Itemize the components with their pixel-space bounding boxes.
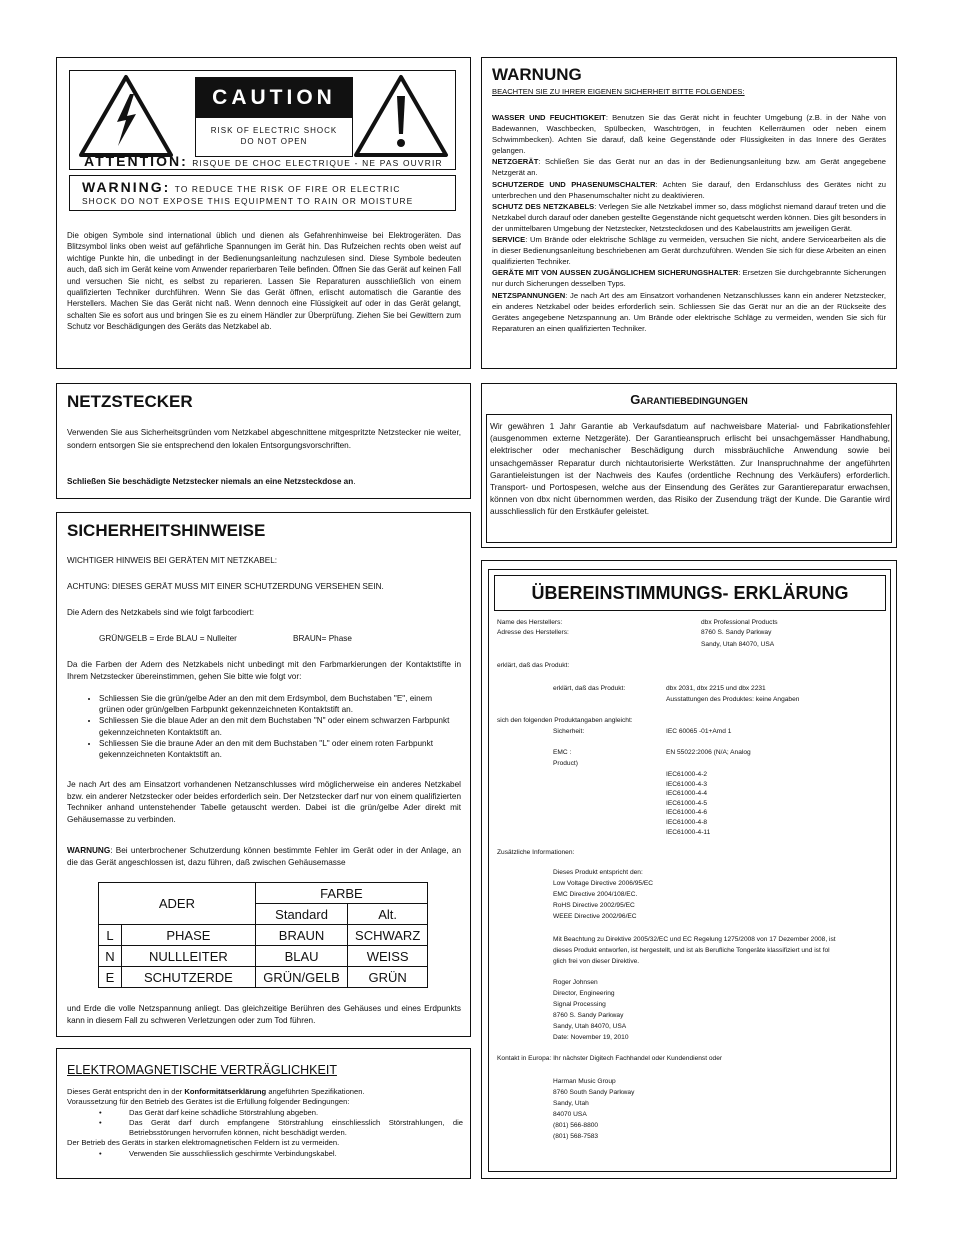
warnung-item (492, 267, 886, 289)
table-header-ader: ADER (99, 883, 256, 925)
warnung-item (492, 290, 886, 334)
list-item: Low Voltage Directive 2006/95/EC (553, 880, 654, 887)
garantie-body: Wir gewähren 1 Jahr Garantie ab Verkaufsdatum auf nachweisbare Material- und Fabrikationsfehler (ausgenommen externe Netzgeräte). Der Garantieanspruch erlischt bei unsachgemässer Handhabung, elektrischer oder mechanischer Beschädigung durch missbräuchliche Anwendung sowie bei unsachgemässer Reparatur durch nichtautorisierte Werkstätten. Zur Inanspruchnahme der angeführten Garantieleistungen ist der Nachweis des Kaufes (ordentliche Rechnung des Verkäufers) erforderlich. Transport- und Portospesen, welche aus der Einsendung des Gerätes zur Garantiereparatur erwachsen, können von dbx nicht übernommen werden, das Risiko der Zusendung trägt der Kunde. Die Garantie wird ausschliesslich für den Erstkäufer geleistet. (490, 421, 890, 517)
attention-label: ATTENTION: (84, 153, 188, 169)
sicherheit-value: IEC 60065 -01+Amd 1 (666, 728, 732, 735)
sicherheit-line-3: Die Adern des Netzkabels sind wie folgt farbcodiert: (67, 608, 255, 617)
warnung-item-text: : Ersetzen Sie durchgebrannte Sicherungen nur durch Sicherungen desselben Typs. (492, 268, 886, 289)
sicherheit-line-2: ACHTUNG: DIESES GERÄT MUSS MIT EINER SCHUTZERDUNG VERSEHEN SEIN. (67, 582, 384, 591)
netzstecker-section (56, 383, 471, 499)
declaration-section (481, 560, 897, 1179)
sicherheit-title: SICHERHEITSHINWEISE (67, 521, 266, 540)
declaration-title: ÜBEREINSTIMMUNGS- ERKLÄRUNG (531, 583, 849, 603)
emv-title: ELEKTROMAGNETISCHE VERTRÄGLICHKEIT (67, 1063, 337, 1077)
list-item: 84070 USA (553, 1111, 587, 1118)
erklaert-line-2: erklärt, daß das Produkt: (553, 685, 626, 692)
list-item: • Schliessen Sie die grün/gelbe Ader an den mit dem Erdsymbol, dem Buchstaben "E", einem grünen oder grün/gelben Farbpunkt gekennzeichneten Kontaktstift an. (99, 693, 459, 715)
warnung-item-text: : Verlegen Sie alle Netzkabel immer so, dass möglichst niemand darauf treten und die Netzkabel durch darauf oder daneben gestellte Gegenstände nicht gequetscht werden können. Dies gilt besonders in der unmittelbaren Umgebung der Netzstecker, Netzsteckdosen und des Kabelaustritts am jeweiligen Gerät. (492, 201, 886, 233)
adresse-line-2: Sandy, Utah 84070, USA (701, 641, 775, 648)
info-list (553, 867, 653, 922)
list-item: EMC Directive 2004/108/EC. (553, 891, 638, 898)
emv-bullet-3-text: Verwenden Sie ausschliesslich geschirmte Verbindungskabel. (129, 1148, 337, 1158)
list-item: IEC61000-4-11 (666, 828, 711, 836)
list-item: dieses Produkt entworfen, ist hergestellt, und ist als Berufliche Tongeräte klassifiziert und ist fol (553, 947, 830, 954)
warning-text-2: SHOCK DO NOT EXPOSE THIS EQUIPMENT TO RAIN OR MOISTURE (82, 196, 414, 206)
table-cell: GRÜN/GELB (255, 967, 348, 988)
warnung-list (492, 112, 886, 334)
list-item: Harman Music Group (553, 1078, 616, 1085)
emv-line-2: Voraussetzung für den Betrieb des Gerätes ist die Erfüllung folgender Bedingungen: (67, 1097, 350, 1107)
color-code-1: GRÜN/GELB = Erde BLAU = Nulleiter (99, 634, 237, 643)
list-item: Sandy, Utah 84070, USA (553, 1023, 627, 1030)
declaration-inner (488, 569, 891, 1172)
warnung-item-text: : Je nach Art des am Einsatzort vorhandenen Netzanschlusses kann ein anderer Netzstecker, ein anderes Netzkabel oder beides erforderlich sein. Schliessen Sie das Gerät nur an die an der Rückseite des Gerätes angegebene Netzspannung an. Um Brände oder elektrische Schläge zu vermeiden, wenden Sie sich für Reparaturen an einen qualifizierten Techniker. (492, 290, 886, 333)
warnung-item (492, 201, 886, 234)
warnung-item-label: SCHUTZERDE UND PHASENUMSCHALTER (492, 179, 656, 189)
list-item: Signal Processing (553, 1001, 606, 1008)
sicherheit-warning-label: WARNUNG (67, 846, 111, 855)
emc-value: EN 55022:2006 (N/A; Analog (666, 749, 751, 756)
warnung-title: WARNUNG (492, 65, 582, 84)
sicherheit-warning (67, 845, 461, 868)
emv-section (56, 1048, 471, 1179)
list-item: • Schliessen Sie die braune Ader an den mit dem Buchstaben "L" oder einem roten Farbpunkt gekennzeichneten Kontaktstift an. (99, 738, 459, 760)
table-cell: SCHUTZERDE (122, 967, 256, 988)
list-item: IEC61000-4-5 (666, 799, 708, 807)
emv-line-1 (67, 1087, 463, 1097)
emv-bullet-3: • Verwenden Sie ausschliesslich geschirmte Verbindungskabel. (99, 1148, 337, 1158)
attention-line (84, 153, 443, 171)
table-cell: E (99, 967, 122, 988)
warnung-item-label: SERVICE (492, 235, 526, 245)
list-item: Sandy, Utah (553, 1100, 589, 1107)
table-header-standard: Standard (255, 904, 348, 925)
warnung-item-text: : Benutzen Sie das Gerät nicht in feuchter Umgebung (z.B. in der Nähe von Badewannen, Waschbecken, Spülbecken, Waschtrögen, in feuchten Kellerräumen oder neben einem Schwimmbecken). Achten Sie darauf, daß keine Gegenstände oder Flüssigkeiten in das Innere des Gerätes gelangen. (492, 113, 886, 156)
table-cell: GRÜN (348, 967, 428, 988)
sicherheit-para-2: Je nach Art des am Einsatzort vorhandenen Netzanschlusses wird möglicherweise ein anderes Netzkabel bzw. ein anderer Netzstecker oder beides erforderlich sein. Der Netzstecker darf nur von einem qualifizierten Techniker anhand untenstehender Tabelle getauscht werden. Dabei ist die grün/gelbe Ader direkt mit Gehäusemasse zu verbinden. (67, 780, 461, 824)
iec-list (666, 770, 710, 837)
exclamation-icon (353, 74, 449, 158)
warnung-item-label: NETZSPANNUNGEN (492, 290, 566, 300)
warnung-item (492, 156, 886, 178)
table-header-farbe: FARBE (255, 883, 427, 904)
warnung-section (481, 57, 897, 369)
list-item: IEC61000-4-6 (666, 809, 708, 817)
table-cell: BLAU (255, 946, 348, 967)
warnung-item (492, 179, 886, 201)
list-item: Date: November 19, 2010 (553, 1034, 629, 1041)
hersteller-label: Name des Herstellers: (497, 619, 563, 626)
warnung-item-label: SCHUTZ DES NETZKABELS (492, 201, 595, 211)
sicherheit-bullets (65, 693, 459, 760)
sicherheit-para-1: Da die Farben der Adern des Netzkabels nicht unbedingt mit den Farbmarkierungen der Kontaktstifte in Ihrem Netzstecker übereinstimmen, gehen Sie bitte wie folgt vor: (67, 660, 461, 681)
caution-section (56, 57, 471, 369)
garantie-section (481, 383, 897, 548)
list-item: (801) 566-8800 (553, 1122, 599, 1129)
regel-text (553, 934, 836, 967)
list-item: 8760 S. Sandy Parkway (553, 1012, 624, 1019)
warnung-item-text: : Schließen Sie das Gerät nur an das in der Bedienungsanleitung bzw. am Gerät angegebene Netzgerät an. (492, 157, 886, 178)
erklaert-line: erklärt, daß das Produkt: (497, 662, 570, 669)
caution-banner (195, 77, 353, 157)
signer-block (553, 977, 629, 1043)
hersteller-value: dbx Professional Products (701, 619, 778, 626)
warnung-item (492, 112, 886, 156)
zusatz-label: Zusätzliche Informationen: (497, 849, 575, 856)
harman-block (553, 1076, 634, 1142)
caution-title: CAUTION (196, 78, 352, 118)
emc-label: EMC : (553, 749, 572, 756)
table-cell: N (99, 946, 122, 967)
emv-line-3: Der Betrieb des Geräts in starken elektromagnetischen Feldern ist zu vermeiden. (67, 1138, 340, 1148)
sicherheit-label: Sicherheit: (553, 728, 585, 735)
emv-line-1a: Dieses Gerät entspricht den in der (67, 1087, 185, 1096)
adresse-line-1: 8760 S. Sandy Parkway (701, 629, 772, 636)
list-item: IEC61000-4-4 (666, 790, 708, 798)
list-item: (801) 568-7583 (553, 1133, 599, 1140)
list-item: IEC61000-4-3 (666, 780, 708, 788)
table-row (99, 925, 428, 946)
table-row (99, 946, 428, 967)
table-header-alt: Alt. (348, 904, 428, 925)
netzstecker-warning (67, 476, 461, 488)
netzstecker-title: NETZSTECKER (67, 392, 193, 411)
emv-bullet-1: • Das Gerät darf keine schädliche Störstrahlung abgeben. (99, 1107, 319, 1117)
netzstecker-bold: Schließen Sie beschädigte Netzstecker niemals an eine Netzsteckdose an (67, 477, 354, 486)
netzstecker-body: Verwenden Sie aus Sicherheitsgründen vom Netzkabel abgeschnittene mitgespritzte Netzstecker nie weiter, sondern entsorgen Sie sie entsprechend den lokalen Entsorgungsvorschriften. (67, 428, 461, 450)
list-item: RoHS Directive 2002/95/EC (553, 902, 635, 909)
sicherheit-para-3: und Erde die volle Netzspannung anliegt. Das gleichzeitige Berühren des Gehäuses und eines Erdpunkts kann in diesem Fall zu schweren Verletzungen oder zum Tod führen. (67, 1004, 461, 1025)
warning-line-1 (82, 179, 401, 197)
emv-line-1b: Konformitätserklärung (184, 1087, 267, 1096)
sicherheit-section (56, 512, 471, 1037)
sicherheit-warning-text: : Bei unterbrochener Schutzerdung können bestimmte Fehler im Gerät oder in der Anlage, an die das Gerät angeschlossen ist, dazu führen, daß zwischen Gehäusemasse (67, 846, 461, 867)
ausstattung-value: Ausstattungen des Produktes: keine Angaben (666, 696, 800, 703)
list-item: IEC61000-4-2 (666, 771, 708, 778)
list-item: glich frei von dieser Direktive. (553, 958, 640, 965)
table-cell: L (99, 925, 122, 946)
table-cell: NULLLEITER (122, 946, 256, 967)
list-item: Director, Engineering (553, 990, 615, 997)
warning-panel (69, 175, 456, 211)
sicherheit-line-1: WICHTIGER HINWEIS BEI GERÄTEN MIT NETZKABEL: (67, 556, 278, 565)
produkt-label: Product) (553, 760, 578, 767)
table-cell: PHASE (122, 925, 256, 946)
angleicht-line: sich den folgenden Produktangaben angleicht: (497, 717, 633, 724)
warnung-item-label: NETZGERÄT (492, 157, 539, 167)
warnung-item (492, 234, 886, 267)
emv-text (67, 1087, 463, 1159)
caution-body: Die obigen Symbole sind international üblich und dienen als Gefahrenhinweise bei Elektrogeräten. Das Blitzsymbol links oben weist auf gefährliche Spannungen im Gerät hin. Das Rufzeichen rechts oben weist auf wichtige Punkte hin, die unbedingt in der Bedienungsanleitung nachzulesen sind. Diese Symbole bedeuten auch, daß sich im Gerät keine vom Anwender reparierbaren Teile befinden. Öffnen Sie das Gerät auf keinen Fall und versuchen Sie nicht, es selbst zu reparieren. Lassen Sie Reparaturen ausschließlich von einem qualifizierten Techniker durchführen. Wenn Sie das Gerät öffnen, erlischt automatisch die Garantie des Herstellers. Machen Sie das Gerät nicht naß. Wenn dennoch eine Flüssigkeit auf oder in das Gerät gelangt, schalten Sie es sofort aus und bringen Sie es zu einem Händler zur Überprüfung. Ziehen Sie bei Gewittern zum Schutz vor Beschädigungen des Geräts das Netzkabel ab. (67, 231, 461, 332)
warnung-item-text: : Achten Sie darauf, den Erdanschluss des Gerätes nicht zu unterbrechen und den Phasenumschalter nicht zu deaktivieren. (492, 179, 886, 200)
wire-color-table (98, 882, 428, 988)
list-item: IEC61000-4-8 (666, 818, 708, 826)
warnung-subtitle: BEACHTEN SIE ZU IHRER EIGENEN SICHERHEIT BITTE FOLGENDES: (492, 87, 745, 96)
attention-text: RISQUE DE CHOC ELECTRIQUE - NE PAS OUVRIR (192, 158, 443, 168)
warnung-item-label: GERÄTE MIT VON AUSSEN ZUGÄNGLICHEM SICHERUNGSHALTER (492, 268, 739, 278)
list-item: • Schliessen Sie die blaue Ader an den mit dem Buchstaben "N" oder einem schwarzen Farbpunkt gekennzeichneten Kontaktstift an. (99, 715, 459, 737)
list-item: WEEE Directive 2002/96/EC (553, 913, 637, 920)
emv-bullet-2-text: Das Gerät darf durch empfangene Störstrahlung einschliesslich Störstrahlungen, die Betriebsstörungen hervorrufen können, nicht beschädigt werden. (129, 1117, 463, 1138)
table-row (99, 967, 428, 988)
adresse-label: Adresse des Herstellers: (497, 629, 569, 636)
color-code-2: BRAUN= Phase (293, 634, 352, 643)
shock-line-2: DO NOT OPEN (240, 137, 308, 146)
lightning-bolt-icon (78, 74, 174, 158)
table-cell: WEISS (348, 946, 428, 967)
warning-label: WARNING: (82, 179, 171, 195)
warning-text-1: TO REDUCE THE RISK OF FIRE OR ELECTRIC (174, 184, 401, 194)
netzstecker-bold-end: . (353, 477, 356, 486)
list-item: Mit Beachtung zu Direktive 2005/32/EC und EC Regelung 1275/2008 von 17 Dezember 2008, ist (553, 936, 836, 943)
emv-bullet-2: • Das Gerät darf durch empfangene Störstrahlung einschliesslich Störstrahlungen, die Betriebsstörungen hervorrufen können, nicht beschädigt werden. (99, 1117, 463, 1138)
warnung-item-text: : Um Brände oder elektrische Schläge zu vermeiden, versuchen Sie nicht, andere Servicearbeiten als die in dieser Bedienungsanleitung beschriebenen am Gerät durchzuführen. Wenden Sie sich für diese Arbeiten an einen qualifizierten Techniker. (492, 235, 886, 267)
shock-line-1: RISK OF ELECTRIC SHOCK (210, 126, 338, 135)
table-cell: SCHWARZ (348, 925, 428, 946)
list-item: Roger Johnsen (553, 979, 598, 986)
list-item: 8760 South Sandy Parkway (553, 1089, 635, 1096)
caution-label-panel (69, 70, 456, 170)
list-item: Dieses Produkt entspricht den: (553, 869, 643, 876)
declaration-title-box (494, 575, 886, 611)
produkt-value: dbx 2031, dbx 2215 und dbx 2231 (666, 685, 766, 692)
emv-line-1c: angeführten Spezifikationen. (266, 1087, 365, 1096)
warnung-item-label: WASSER UND FEUCHTIGKEIT (492, 113, 606, 122)
table-cell: BRAUN (255, 925, 348, 946)
garantie-title: Garantiebedingungen (630, 392, 748, 407)
emv-bullet-1-text: Das Gerät darf keine schädliche Störstrahlung abgeben. (129, 1107, 319, 1117)
kontakt-line: Kontakt in Europa: Ihr nächster Digitech Fachhandel oder Kundendienst oder (497, 1055, 723, 1062)
